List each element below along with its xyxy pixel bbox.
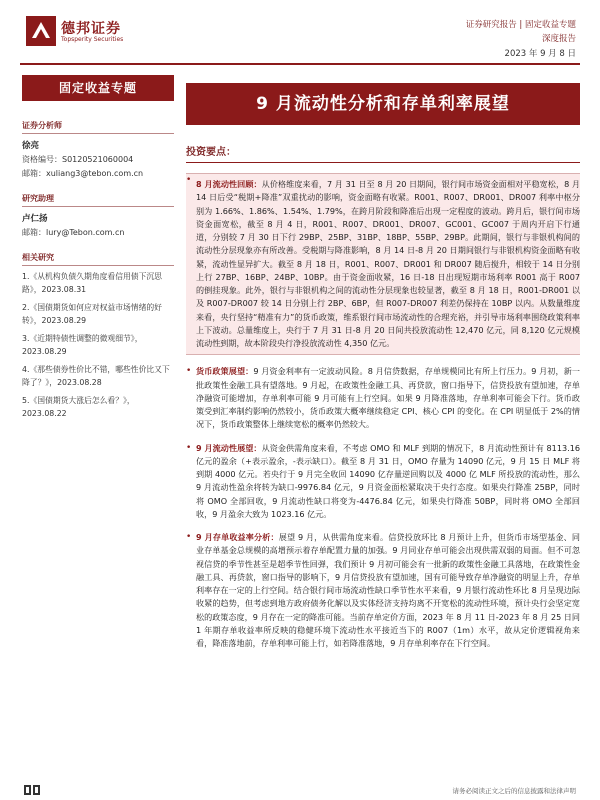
related-link[interactable]: 2.《国债期货如何应对权益市场情绪的好转》，2023.08.29 [22, 303, 162, 325]
page-title: 9 月流动性分析和存单利率展望 [186, 83, 580, 125]
analyst-block [22, 120, 174, 181]
header-divider [20, 63, 580, 65]
company-logo [26, 16, 146, 50]
bullet-icon: • [186, 532, 192, 542]
assistant-email[interactable]: 邮箱：lury@Tebon.com.cn [22, 228, 125, 237]
assistant-block [22, 193, 174, 240]
paragraph-lead: 9 月流动性展望： [196, 442, 262, 453]
paragraph-monetary-outlook [186, 365, 580, 431]
report-kind: 深度报告 [541, 34, 576, 44]
analyst-email[interactable]: 邮箱：xuliang3@tebon.com.cn [22, 169, 144, 178]
related-link[interactable]: 5.《国债期货大涨后怎么看？》，2023.08.22 [22, 396, 135, 418]
paragraph-lead: 货币政策展望： [196, 366, 254, 377]
paragraph-text: 9 月资金利率有一定波动风险。8 月信贷数据，存单规模同比有所上行压力。9 月初，新一批政策性金融工具有望落地。9 月起，在政策性金融工具、再贷款，窗口指导下，信贷投放有望加速，存单净融资可能增加，存单利率可能 9 月可能有上行空间。如果 9 月降准落地，存单利率可能会下行。货币政策受到汇率制约影响仍然较小，货币政策大概率继续稳定 CPI、核心 CPI 的变化。在 CPI 明显低于 2%的情况下，货币政策整体上继续宽松的概率仍然较大。 [196, 366, 580, 430]
related-block [22, 252, 174, 420]
paragraph-liquidity-review [186, 173, 580, 355]
report-type: 证券研究报告 | 固定收益专题 [465, 20, 576, 30]
logo-name-en: Topsperity Securities [61, 36, 124, 43]
paragraph-lead: 9 月存单收益率分析： [196, 532, 279, 542]
paragraph-text: 从资金供需角度来看，不考虑 OMO 和 MLF 到期的情况下，8 月流动性预计有 8113.16 亿元的盈余（+表示盈余，-表示缺口）。截至 8 月 31 日，OMO 存量为 14090 亿元，9 月 15 日 MLF 将到期 4000 亿元。若央行于 9 月完全收回 14090 亿存量逆回购以及 4000 亿 MLF 所投放的流动性，那么 9 月流动性盈余将转为缺口-9976.84 亿元，9 月资金面松紧取决于央行态度。如果央行降准 25BP，同时将 OMO 全部回收，9 月流动性缺口将变为-4476.84 亿元，如果央行降准 50BP，同时将 OMO 全部回收，9 月盈余大致为 1023.16 亿元。 [196, 442, 581, 519]
category-banner: 固定收益专题 [22, 75, 174, 101]
footer-disclaimer: 请务必阅读正文之后的信息披露和法律声明 [452, 787, 576, 795]
paragraph-lead: 8 月流动性回顾： [196, 179, 262, 189]
footer-logo-icon [24, 785, 40, 795]
related-link[interactable]: 3.《近期特债性调整的微观细节》，2023.08.29 [22, 334, 143, 356]
related-link[interactable]: 4.《那些债券性价比不错，哪些性价比又下降了？》，2023.08.28 [22, 365, 170, 387]
report-date: 2023 年 9 月 8 日 [504, 49, 576, 59]
paragraph-cd-yield [186, 531, 580, 650]
assistant-name: 卢仁扬 [22, 214, 48, 224]
main-content [186, 143, 580, 660]
logo-name-cn: 德邦证券 [61, 21, 121, 37]
sidebar [22, 120, 174, 432]
assistant-heading: 研究助理 [22, 193, 174, 207]
section-title: 投资要点： [186, 143, 580, 163]
paragraph-text: 从价格维度来看，7 月 31 日至 8 月 20 日期间，银行间市场资金面相对平稳宽松，8 月 14 日后受“税期+降准”双重扰动的影响，资金面略有收紧。R001、R007、DR001、DR007 利率中枢分别为 1.66%、1.86%、1.54%、1.79%，在跨月阶段和降准后出现一定程度的波动。跨月后，银行间市场资金面宽松，截至 8 月 4 日，R001、R007、DR001、DR007、GC001、GC007 于周内开启下行通道，分别较 7 月 30 日下行 29BP、25BP、31BP、18BP、55BP、29BP。此期间，银行与非银机构间的流动性分层现象亦有所改善。受税期与降准影响，8 月 14 日-8 月 20 日期间银行与非银机构资金面略有收紧，流动性显异扩大。截至 8 月 18 日，R001、R007、DR001 和 DR007 随后搅升，相较于 14 日分别上行 27BP、16BP、24BP、10BP。由于资金面收紧，16 日-18 日出现短期市场利率 R001 高于 R007 的倒挂现象。此外，银行与非银机构之间的流动性分层现象也较显著，截至 8 月 18 日，R001-DR001 以及 R007-DR007 较 14 日分别上行 2BP、6BP，但 R007-DR007 利差仍保持在 10BP 以内。从数量维度来看，央行坚持“精准有力”的货币政策，维系银行间市场流动性的合理充裕，并引导市场利率围绕政策利率上下波动。总量维度上，央行于 7 月 31 日-8 月 20 日间共投放流动性 12,470 亿元，同 8,120 亿元规模流动性到期，故本阶段央行净投放流动性 4,350 亿元。 [196, 179, 581, 348]
paragraph-text: 展望 9 月，从供需角度来看。信贷投放环比 8 月预计上升，但货币市场型基金、同业存单基金总规模的高增预示着存单配置力量的加强。9 月同业存单可能会出现供需双弱的局面。但不可忽视信贷的季节性甚至是超季节性回弹，我们预计 9 月初可能会有一批新的政策性金融工具落地，在政策性金融工具、再贷款，窗口指导的影响下，9 月信贷投放有望加速，国有可能导致存单净融资的明显上升，存单利率存在一定的上行空间。结合银行间市场流动性缺口季节性水平来看，9 月银行流动性环比 8 月呈现边际收紧的趋势，但考虑到地方政府债务化解以及实体经济支持均离不开宽松的流动性环境，预计央行会坚定宽松的政策态度，9 月存在一定的降准可能。当前存单定价方面，2023 年 8 月 11 日-2023 年 8 月 25 日同 1 年期存单收益率所反映的稳健环境下流动性水平接近当下的 R007（1m）水平，故从定价逻辑视角来看，降准落地前，存单利率可能上行，如若降准落地，9 月存单利率存在下行空间。 [196, 532, 581, 648]
bullet-icon: • [186, 366, 192, 377]
related-link[interactable]: 1.《从机构负债久期角度看信用债下沉思路》，2023.08.31 [22, 272, 162, 294]
analyst-name: 徐亮 [22, 141, 40, 151]
bullet-icon: • [186, 175, 192, 185]
paragraph-liquidity-outlook [186, 442, 580, 522]
related-heading: 相关研究 [22, 252, 174, 266]
analyst-heading: 证券分析师 [22, 120, 174, 134]
analyst-cert: 资格编号：S0120521060004 [22, 155, 134, 164]
bullet-icon: • [186, 442, 192, 453]
logo-mark-icon [26, 16, 56, 46]
